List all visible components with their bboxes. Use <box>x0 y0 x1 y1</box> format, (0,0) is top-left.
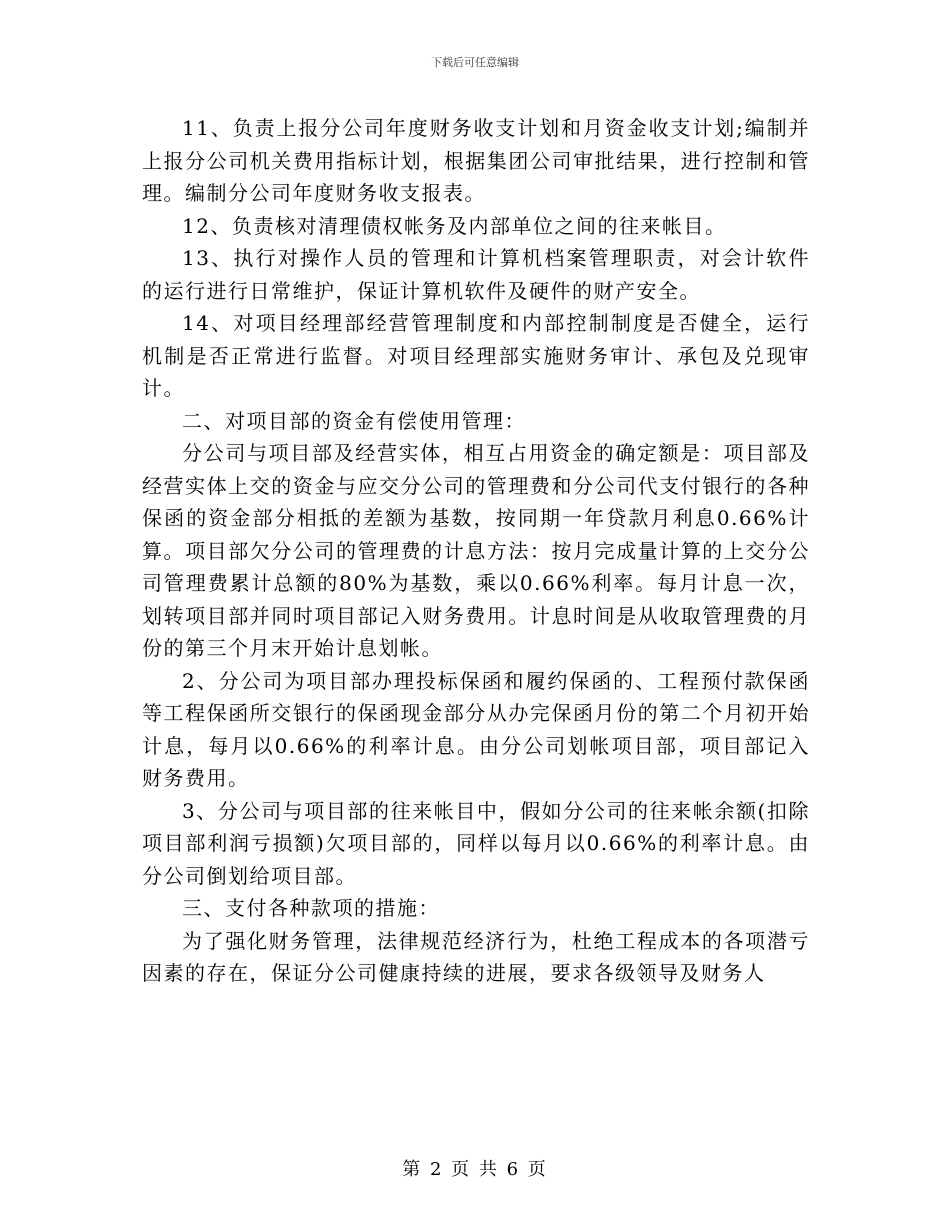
document-body <box>142 112 810 990</box>
paragraph-payment-measures: 为了强化财务管理，法律规范经济行为，杜绝工程成本的各项潜亏因素的存在，保证分公司健康持续的进展，要求各级领导及财务人 <box>142 928 810 985</box>
paragraph-guarantee-interest: 2、分公司为项目部办理投标保函和履约保函的、工程预付款保函等工程保函所交银行的保函现金部分从办完保函月份的第二个月初开始计息，每月以0.66%的利率计息。由分公司划帐项目部，项目部记入财务费用。 <box>142 668 810 790</box>
paragraph-account-interest: 3、分公司与项目部的往来帐目中，假如分公司的往来帐余额(扣除项目部利润亏损额)欠项目部的，同样以每月以0.66%的利率计息。由分公司倒划给项目部。 <box>142 798 810 888</box>
paragraph-item-11: 11、负责上报分公司年度财务收支计划和月资金收支计划;编制并上报分公司机关费用指标计划，根据集团公司审批结果，进行控制和管理。编制分公司年度财务收支报表。 <box>142 116 810 205</box>
paragraph-item-13: 13、执行对操作人员的管理和计算机档案管理职责，对会计软件的运行进行日常维护，保证计算机软件及硬件的财产安全。 <box>142 246 810 303</box>
paragraph-interest-basis: 分公司与项目部及经营实体，相互占用资金的确定额是：项目部及经营实体上交的资金与应交分公司的管理费和分公司代支付银行的各种保函的资金部分相抵的差额为基数，按同期一年贷款月利息0.66%计算。项目部欠分公司的管理费的计息方法：按月完成量计算的上交分公司管理费累计总额的80%为基数，乘以0.66%利率。每月计息一次，划转项目部并同时项目部记入财务费用。计息时间是从收取管理费的月份的第三个月末开始计息划帐。 <box>142 441 810 660</box>
section-heading-3: 三、支付各种款项的措施： <box>182 896 440 920</box>
page-header: 下载后可任意编辑 <box>431 56 519 69</box>
paragraph-item-14: 14、对项目经理部经营管理制度和内部控制制度是否健全，运行机制是否正常进行监督。对项目经理部实施财务审计、承包及兑现审计。 <box>142 311 810 400</box>
section-heading-2: 二、对项目部的资金有偿使用管理： <box>182 408 526 433</box>
page-number: 第 2 页 共 6 页 <box>402 1159 548 1180</box>
paragraph-item-12: 12、负责核对清理债权帐务及内部单位之间的往来帐目。 <box>182 213 727 238</box>
